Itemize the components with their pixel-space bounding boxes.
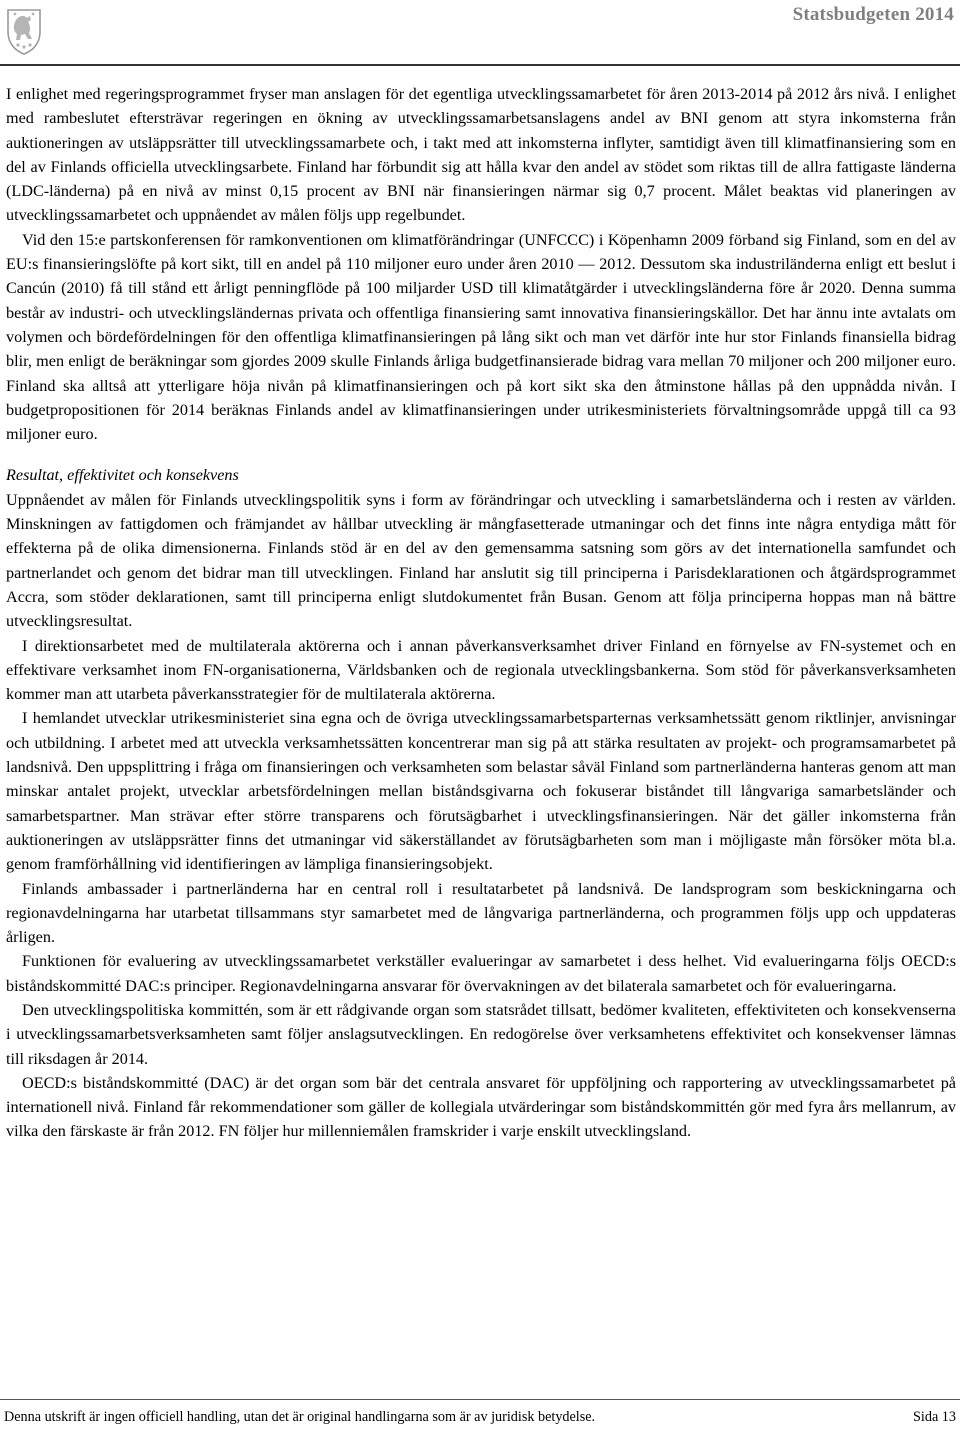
footer-divider [0, 1399, 960, 1400]
body-paragraph: I direktionsarbetet med de multilaterala aktörerna och i annan påverkansverksamhet driver Finland en förnyelse av FN-systemet och en effektivare verksamhet inom FN-organisationerna, Världsbanken och de regionala utvecklingsbankerna. Som stöd för påverkansverksamheten kommer man att utarbeta påverkansstrategier för de multilaterala aktörerna. [6, 636, 956, 704]
document-title: Statsbudgeten 2014 [792, 4, 954, 25]
body-paragraph: I enlighet med regeringsprogrammet fryser man anslagen för det egentliga utvecklingssamarbetet för åren 2013-2014 på 2012 års nivå. I enlighet med rambeslutet eftersträvar regeringen en ökning av utvecklingssamarbetsanslagens andel av BNI genom att styra inkomsterna från auktioneringen av utsläppsrätter till utvecklingssamarbete och, i takt med att inkomsterna inflyter, samtidigt även till klimatfinansiering som en del av Finlands officiella utvecklingsarbete. Finland har förbundit sig att hålla kvar den andel av stödet som riktas till de allra fattigaste länderna (LDC-länderna) på en nivå av minst 0,15 procent av BNI när finansieringen närmar sig 0,7 procent. Målet beaktas vid planeringen av utvecklingssamarbetet och uppnåendet av målen följs upp regelbundet. [6, 85, 956, 225]
page-header [0, 0, 960, 66]
body-paragraph: Den utvecklingspolitiska kommittén, som är ett rådgivande organ som statsrådet tillsatt, bedömer kvaliteten, effektiviteten och konsekvenserna i utvecklingssamarbetsverksamheten samt följer anslagsutvecklingen. En redogörelse över verksamhetens effektivitet och konsekvenser lämnas till riksdagen år 2014. [6, 1000, 956, 1068]
footer-disclaimer: Denna utskrift är ingen officiell handling, utan det är original handlingarna som är av juridisk betydelse. [4, 1409, 596, 1425]
header-divider [0, 64, 960, 66]
body-paragraph: OECD:s biståndskommitté (DAC) är det organ som bär det centrala ansvaret för uppföljning och rapportering av utvecklingssamarbetet på internationell nivå. Finland får rekommendationer som gäller de kollegiala utvärderingar som biståndskommittén gör med fyra års mellanrum, av vilka den färskaste är från 2012. FN följer hur millenniemålen framskrider i varje enskilt utvecklingsland. [6, 1073, 956, 1141]
document-body [6, 82, 956, 1144]
body-paragraph: Finlands ambassader i partnerländerna har en central roll i resultatarbetet på landsnivå. De landsprogram som beskickningarna och regionavdelningarna har utarbetat tillsammans styr samarbetet med de långvariga partnerländerna, och programmen följs upp och uppdateras årligen. [6, 879, 956, 947]
finnish-coat-of-arms-lion-icon [4, 6, 44, 56]
body-paragraph: Funktionen för evaluering av utvecklingssamarbetet verkställer evalueringar av samarbetet i dess helhet. Vid evalueringarna följs OECD:s biståndskommitté DAC:s principer. Regionavdelningarna ansvarar för övervakningen av det bilaterala samarbetet och för evalueringarna. [6, 952, 956, 995]
page-number: Sida 13 [913, 1409, 956, 1425]
body-paragraph: I hemlandet utvecklar utrikesministeriet sina egna och de övriga utvecklingssamarbetsparternas verksamhetssätt genom riktlinjer, anvisningar och utbildning. I arbetet med att utveckla verksamhetssätten koncentrerar man sig på att stärka resultaten av projekt- och programsamarbetet på landsnivå. Den uppsplittring i fråga om finansieringen och verksamheten som belastar såväl Finland som partnerländerna hanteras genom att man minskar antalet projekt, utvecklar arbetsfördelningen mellan biståndsgivarna och fokuserar biståndet till långvariga samarbetsländer och samarbetspartner. Man strävar efter större transparens och förutsägbarhet i utvecklingsfinansieringen. När det gäller inkomsterna från auktioneringen av utsläppsrätter finns det utmaningar vid säkerställandet av förutsägbarheten som man i möjligaste mån försöker möta bl.a. genom framförhållning vid identifieringen av lämpliga finansieringsobjekt. [6, 709, 956, 874]
body-paragraph: Vid den 15:e partskonferensen för ramkonventionen om klimatförändringar (UNFCCC) i Köpenhamn 2009 förband sig Finland, som en del av EU:s finansieringslöfte på kort sikt, till en andel på 110 miljoner euro under åren 2010 — 2012. Dessutom ska industriländerna enligt ett beslut i Cancún (2010) få till stånd ett årligt penningflöde på 100 miljarder USD till klimatåtgärder i utvecklingsländerna före år 2020. Denna summa består av industri- och utvecklingsländernas privata och offentliga finansiering samt innovativa finansieringskällor. Det har ännu inte avtalats om volymen och bördefördelningen för den offentliga klimatfinansieringen på lång sikt och man vet därför inte hur stor Finlands finansiella bidrag blir, men enligt de beräkningar som gjordes 2009 skulle Finlands årliga budgetfinansierade bidrag vara mellan 70 miljoner och 200 miljoner euro. Finland ska alltså att ytterligare höja nivån på klimatfinansieringen och på kort sikt ska den åtminstone hållas på den uppnådda nivån. I budgetpropositionen för 2014 beräknas Finlands andel av klimatfinansieringen under utrikesministeriets förvaltningsområde uppgå till ca 93 miljoner euro. [6, 230, 956, 444]
section-heading: Resultat, effektivitet och konsekvens [6, 466, 239, 485]
body-paragraph: Uppnåendet av målen för Finlands utvecklingspolitik syns i form av förändringar och utveckling i samarbetsländerna och i resten av världen. Minskningen av fattigdomen och främjandet av hållbar utveckling är mångfasetterade utmaningar och det finns inte några entydiga mått för effekterna på de olika dimensionerna. Finlands stöd är en del av den gemensamma satsning som görs av det internationella samfundet och partnerlandet och genom det bidrar man till utvecklingen. Finland har anslutit sig till principerna i Parisdeklarationen och åtgärdsprogrammet Accra, som stöder deklarationen, samt till principerna enligt slutdokumentet från Busan. Genom att följa principerna hoppas man nå bättre utvecklingsresultat. [6, 490, 956, 631]
